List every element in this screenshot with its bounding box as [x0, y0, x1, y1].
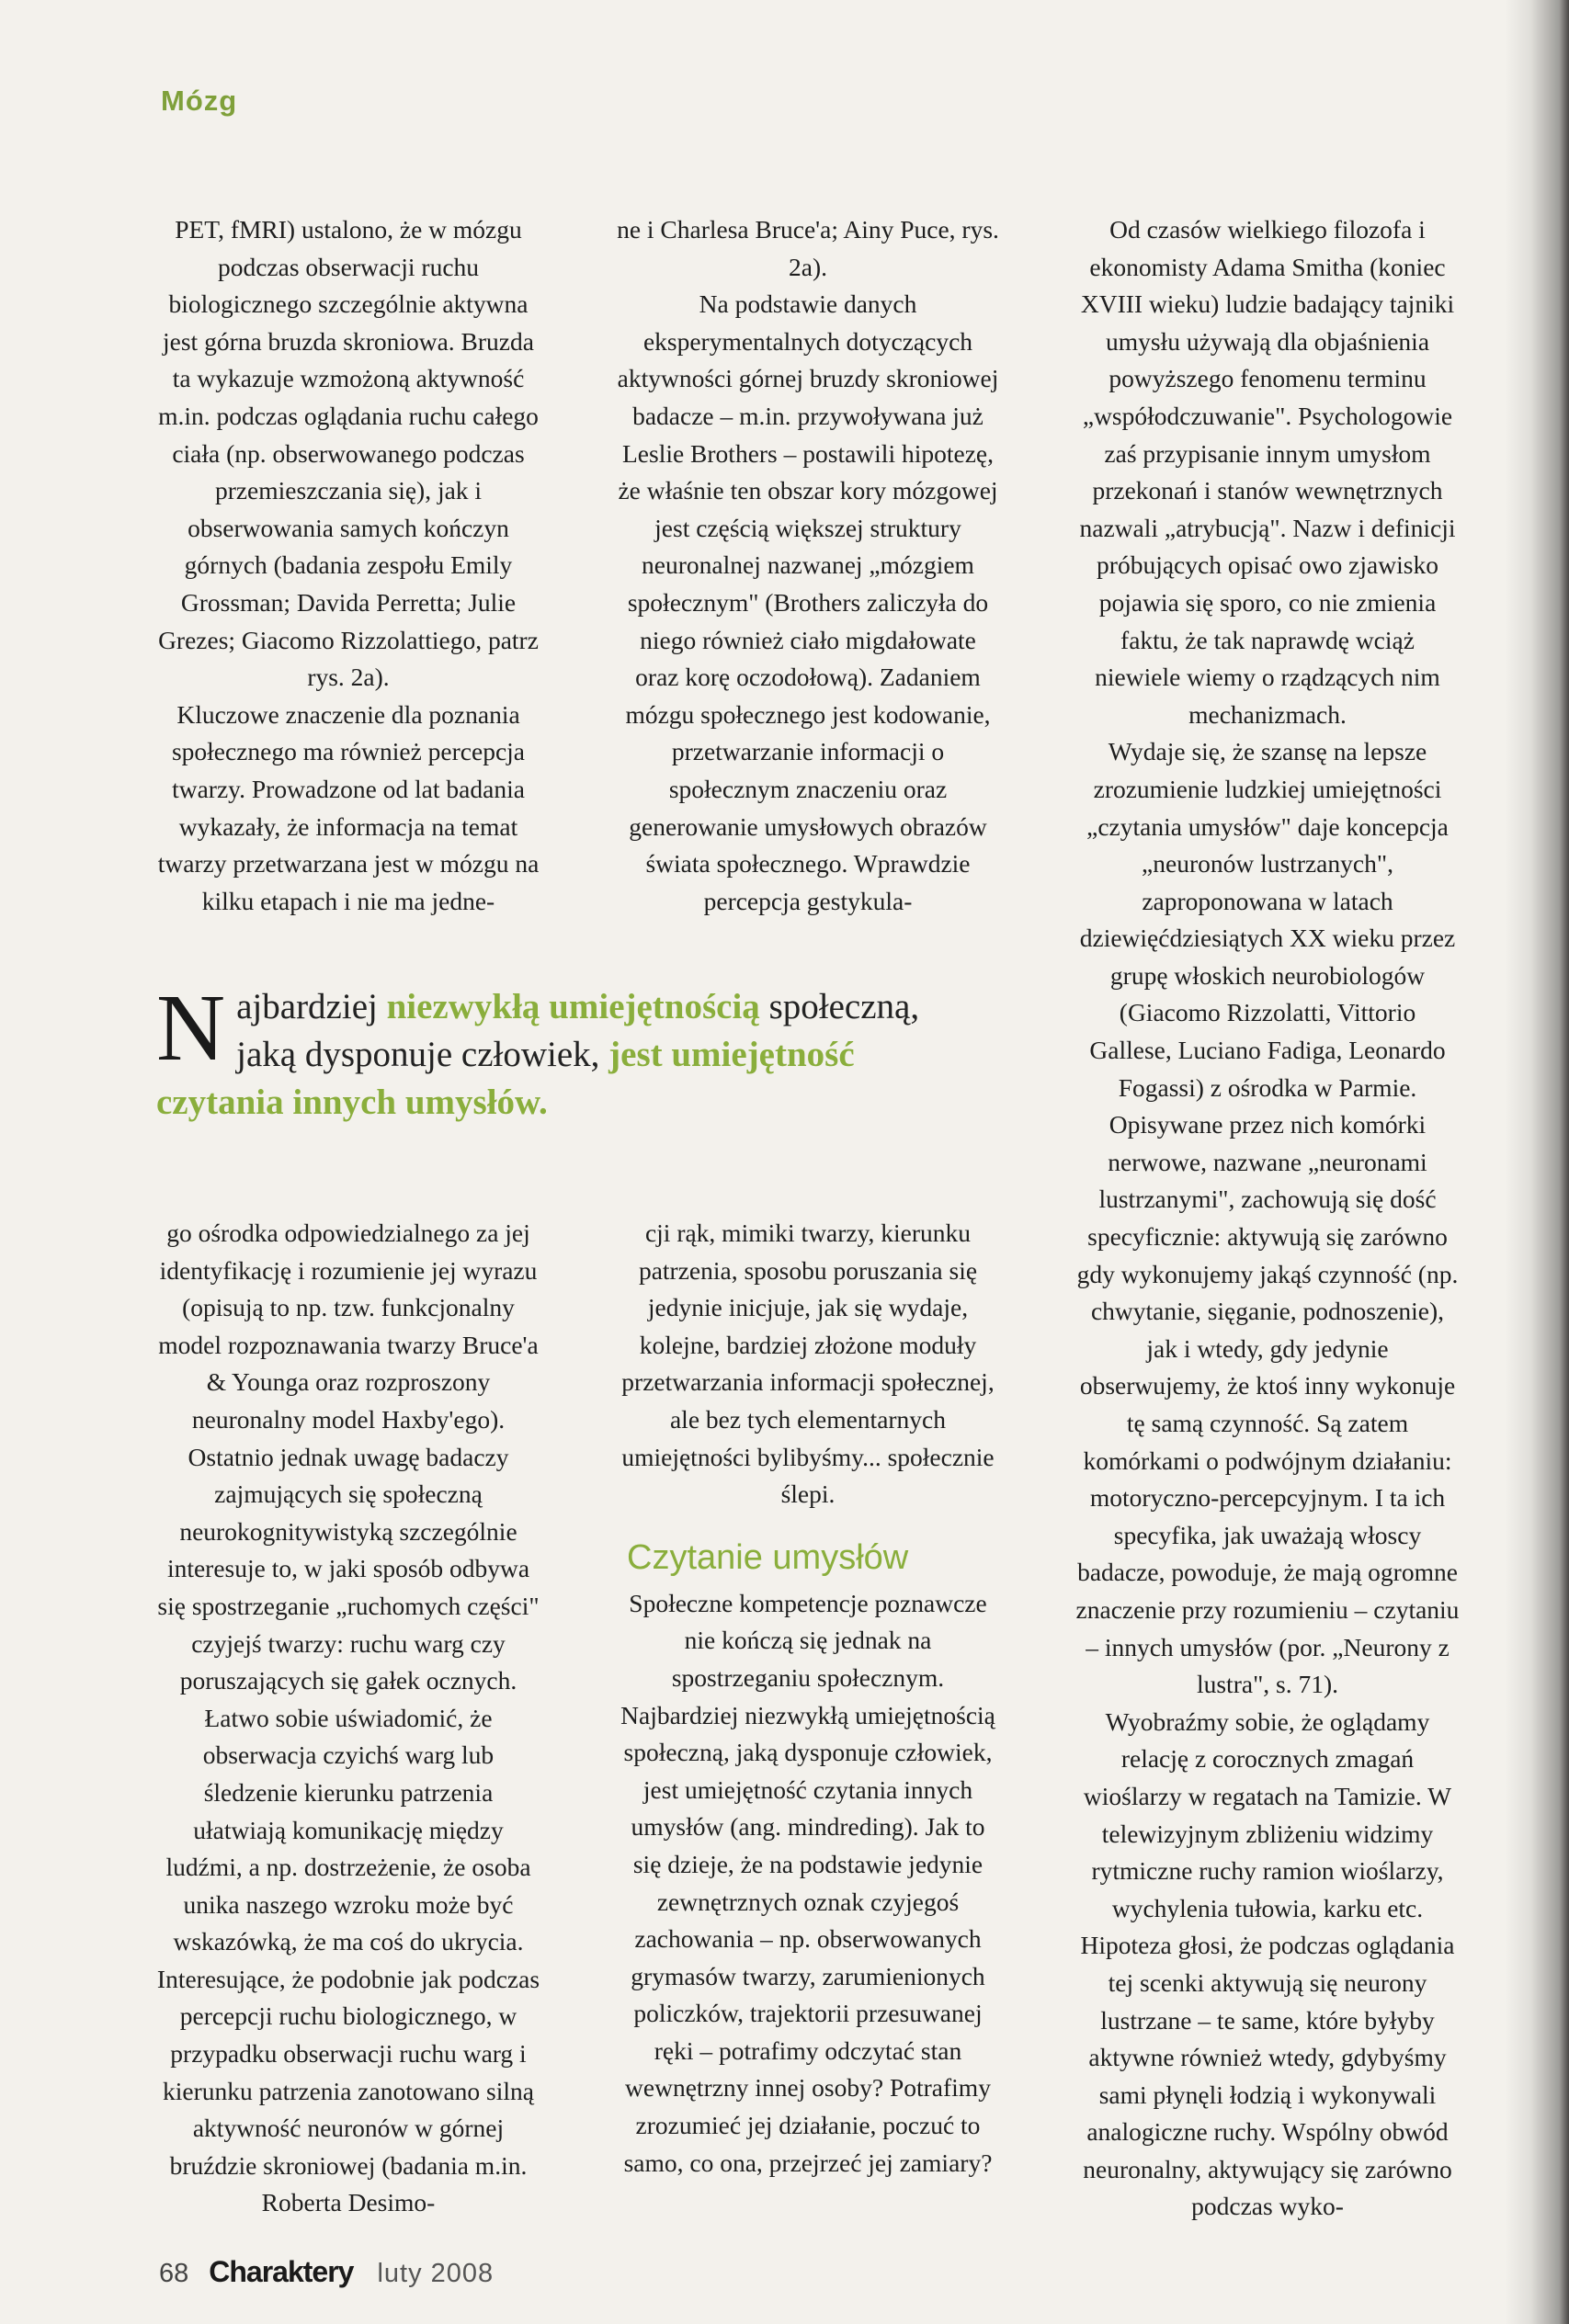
pull-quote-text: ajbardziej: [236, 987, 387, 1026]
paragraph: Wydaje się, że szansę na lepsze zrozumienie ludzkiej umiejętności „czytania umysłów" daje koncepcja „neuronów lustrzanych", zaproponowana w latach dziewięćdziesiątych XX wieku przez grupę włoskich neurobiologów (Giacomo Rizzolatti, Vittorio Gallese, Luciano Fadiga, Leonardo Fogassi) z ośrodka w Parmie. Opisywane przez nich komórki nerwowe, nazwane „neuronami lustrzanymi", zachowują się dość specyficznie: aktywują się zarówno gdy wykonujemy jakąś czynność (np. chwytanie, sięganie, podnoszenie), jak i wtedy, gdy jedynie obserwujemy, że ktoś inny wykonuje tę samą czynność. Są zatem komórkami o podwójnym działaniu: motoryczno-percepcyjnym. I ta ich specyfika, jak uważają włoscy badacze, powoduje, że mają ogromne znaczenie przy rozumieniu – czytaniu – innych umysłów (por. „Neurony z lustra", s. 71).: [1075, 737, 1460, 1699]
column-3: [1075, 211, 1460, 2226]
paragraph: Społeczne kompetencje poznawcze nie kończą się jednak na spostrzeganiu społecznym. Najbardziej niezwykłą umiejętnością społeczną, jaką dysponuje człowiek, jest umiejętność czytania innych umysłów (ang. mindreding). Jak to się dzieje, że na podstawie jedynie zewnętrznych oznak czyjegoś zachowania – np. obserwowanych grymasów twarzy, zarumienionych policzków, trajektorii przesuwanej ręki – potrafimy odczytać stan wewnętrzny innej osoby? Potrafimy zrozumieć jej działanie, poczuć to samo, co ona, przejrzeć jej zamiary?: [620, 1588, 995, 2177]
pull-quote-highlight: jest umiejętność czytania innych umysłów.: [156, 1035, 855, 1122]
paragraph: Wyobraźmy sobie, że oglądamy relację z corocznych zmagań wioślarzy w regatach na Tamizie. W telewizyjnym zbliżeniu widzimy rytmiczne ruchy ramion wioślarzy, wychylenia tułowia, karku etc. Hipoteza głosi, że podczas oglądania tej scenki aktywują się neurony lustrzane – te same, które byłyby aktywne również wtedy, gdybyśmy sami płynęli łodzią i wykonywali analogiczne ruchy. Wspólny obwód neuronalny, aktywujący się zarówno podczas wyko-: [1080, 1706, 1455, 2221]
section-label: Mózg: [161, 85, 238, 117]
column-1-bottom: [156, 1215, 540, 2222]
paragraph: cji rąk, mimiki twarzy, kierunku patrzenia, sposobu poruszania się jedynie inicjuje, jak się wydaje, kolejne, bardziej złożone moduły przetwarzania informacji społecznej, ale bez tych elementarnych umiejętności bylibyśmy... społecznie ślepi.: [621, 1219, 995, 1509]
paragraph: Kluczowe znaczenie dla poznania społecznego ma również percepcja twarzy. Prowadzone od lat badania wykazały, że informacja na temat twarzy przetwarzana jest w mózgu na kilku etapach i nie ma jedne-: [157, 699, 540, 915]
paragraph: PET, fMRI) ustalono, że w mózgu podczas obserwacji ruchu biologicznego szczególnie aktywna jest górna bruzda skroniowa. Bruzda ta wykazuje wzmożoną aktywność m.in. podczas oglądania ruchu całego ciała (np. obserwowanego podczas przemieszczania się), jak i obserwowania samych kończyn górnych (badania zespołu Emily Grossman; Davida Perretta; Julie Grezes; Giacomo Rizzolattiego, patrz rys. 2a).: [158, 215, 539, 692]
column-2-top: [616, 211, 1000, 920]
paragraph: go ośrodka odpowiedzialnego za jej identyfikację i rozumienie jej wyrazu (opisują to np. tzw. funkcjonalny model rozpoznawania twarzy Bruce'a & Younga oraz rozproszony neuronalny model Haxby'ego). Ostatnio jednak uwagę badaczy zajmujących się społeczną neurokognitywistyką szczególnie interesuje to, w jaki sposób odbywa się spostrzeganie „ruchomych części" czyjejś twarzy: ruchu warg czy poruszających się gałek ocznych. Łatwo sobie uświadomić, że obserwacja czyichś warg lub śledzenie kierunku patrzenia ułatwiają komunikację między ludźmi, a np. dostrzeżenie, że osoba unika naszego wzroku może być wskazówką, że ma coś do ukrycia.: [157, 1219, 540, 1956]
pull-quote-text: społeczną, jaką dysponuje człowiek,: [236, 987, 920, 1074]
pull-quote: [156, 975, 983, 1127]
paragraph: ne i Charlesa Bruce'a; Ainy Puce, rys. 2a).: [617, 215, 999, 281]
paragraph: Na podstawie danych eksperymentalnych dotyczących aktywności górnej bruzdy skroniowej badacze – m.in. przywoływana już Leslie Brothers – postawili hipotezę, że właśnie ten obszar kory mózgowej jest częścią większej struktury neuronalnej nazwanej „mózgiem społecznym" (Brothers zaliczyła do niego również ciało migdałowate oraz korę oczodołową). Zadaniem mózgu społecznego jest kodowanie, przetwarzanie informacji o społecznym znaczeniu oraz generowanie umysłowych obrazów świata społecznego. Wprawdzie percepcja gestykula-: [617, 289, 999, 915]
page-footer: [159, 2255, 494, 2289]
column-1-top: [156, 211, 540, 920]
subheading: Czytanie umysłów: [627, 1537, 909, 1577]
page-number: 68: [159, 2259, 189, 2288]
paragraph: Interesujące, że podobnie jak podczas percepcji ruchu biologicznego, w przypadku obserwacji ruchu warg i kierunku patrzenia zanotowano silną aktywność neuronów w górnej bruździe skroniowej (badania m.in. Roberta Desimo-: [156, 1964, 540, 2217]
issue-date: luty 2008: [377, 2259, 495, 2288]
drop-cap: N: [156, 975, 226, 1081]
paragraph: Od czasów wielkiego filozofa i ekonomisty Adama Smitha (koniec XVIII wieku) ludzie badający tajniki umysłu używają dla objaśnienia powyższego fenomenu terminu „współodczuwanie". Psychologowie zaś przypisanie innym umysłom przekonań i stanów wewnętrznych nazwali „atrybucją". Nazw i definicji próbujących opisać owo zjawisko pojawia się sporo, co nie zmienia faktu, że tak naprawdę wciąż niewiele wiemy o rządzących nim mechanizmach.: [1079, 215, 1456, 729]
column-2-bottom: [616, 1215, 1000, 2182]
magazine-logo: Charaktery: [209, 2255, 354, 2288]
pull-quote-highlight: niezwykłą umiejętnością: [386, 987, 760, 1026]
page-binding-shadow: [1505, 0, 1569, 2324]
